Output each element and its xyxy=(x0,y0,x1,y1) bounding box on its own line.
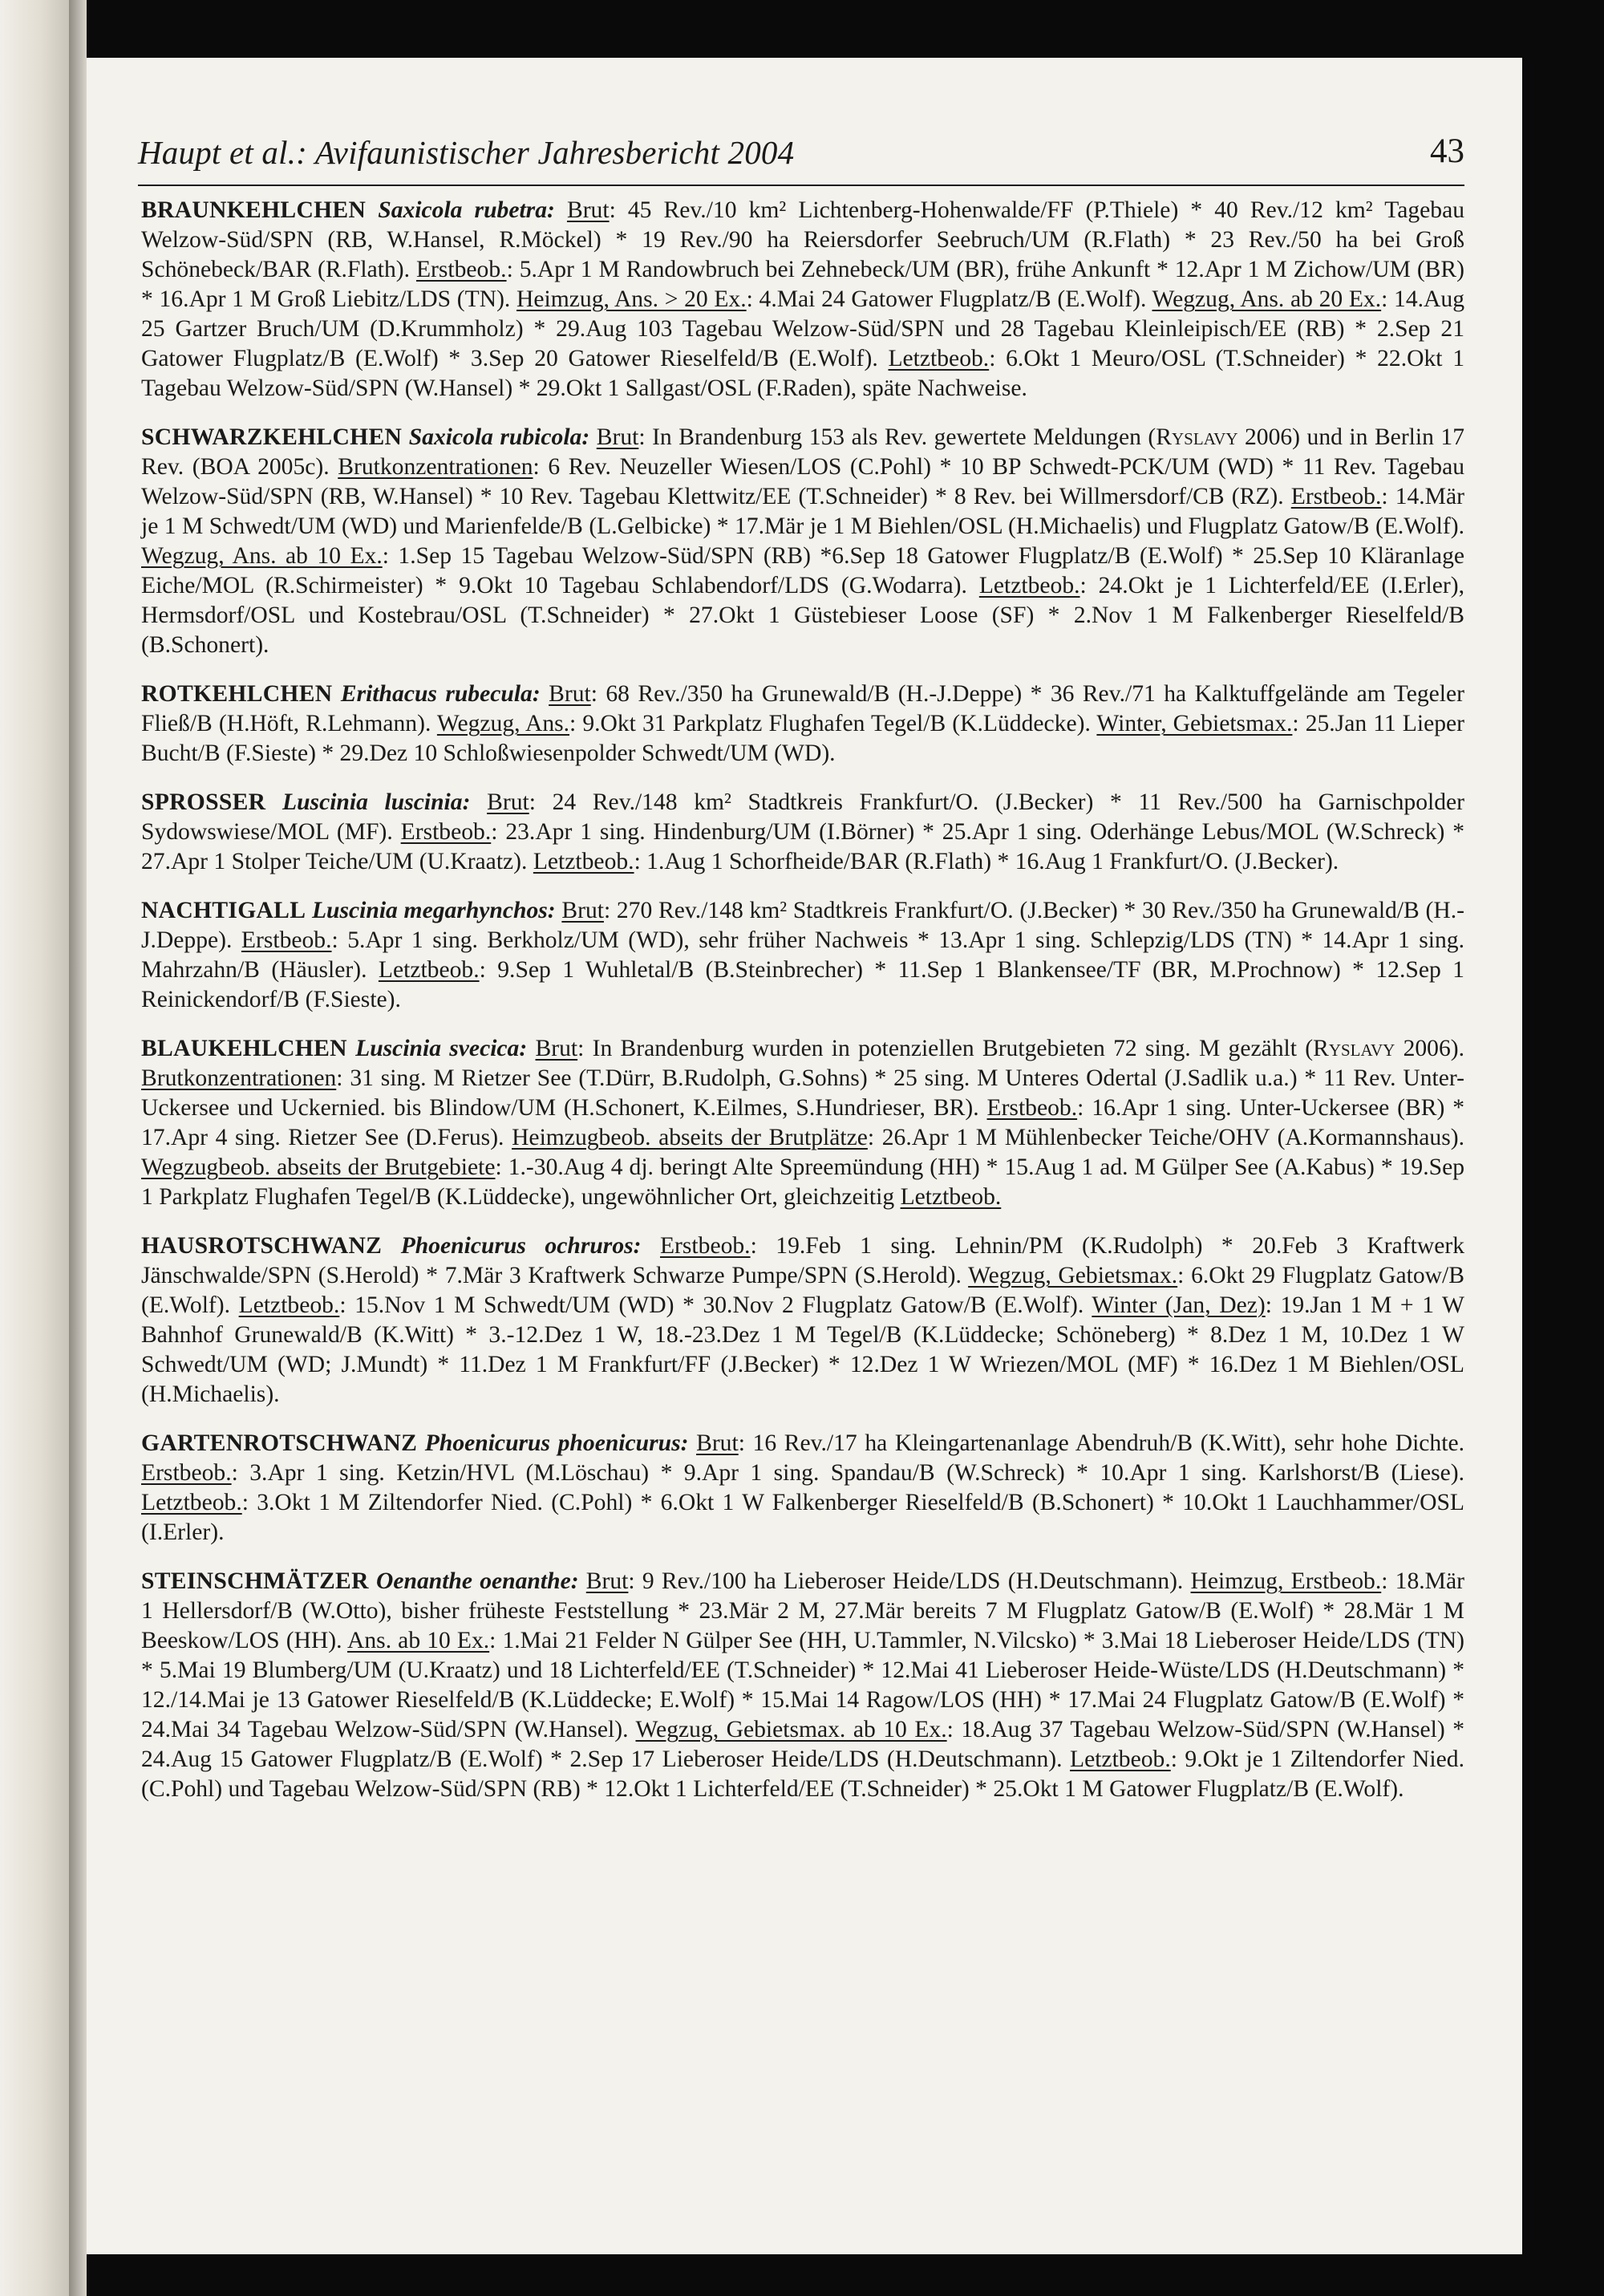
observation-text: : 24 Rev./148 km² Stadtkreis Frankfurt/O. (J.Becker) * 11 Rev./500 ha Garnischpolder Sydowswiese/MOL (MF). xyxy=(141,789,1465,845)
citation-author: Ryslavy xyxy=(1313,1036,1395,1061)
species-entry xyxy=(141,423,1464,660)
species-common-name: BLAUKEHLCHEN xyxy=(141,1036,347,1061)
section-heading: Letztbeob. xyxy=(1070,1746,1171,1772)
observation-text: : 24.Okt je 1 Lichterfeld/EE (I.Erler), Hermsdorf/OSL und Kostebrau/OSL (T.Schneider) * 27.Okt 1 Güstebieser Loose (SF) * 2.Nov 1 M Falkenberger Rieselfeld/B (B.Schonert). xyxy=(141,573,1464,658)
species-scientific-name: Luscinia svecica: xyxy=(355,1036,528,1061)
section-heading: Letztbeob. xyxy=(141,1490,242,1515)
observation-text: : 18.Aug 37 Tagebau Welzow-Süd/SPN (W.Hansel) * 24.Aug 15 Gatower Flugplatz/B (E.Wolf) * 2.Sep 17 Lieberoser Heide/LDS (H.Deutschmann). xyxy=(141,1717,1465,1772)
observation-text: : 31 sing. M Rietzer See (T.Dürr, B.Rudolph, G.Sohns) * 25 sing. M Unteres Odertal (J.Sadlik u.a.) * 11 Rev. Unter-Uckersee und Uckernied. bis Blindow/UM (H.Schonert, K.Eilmes, S.Hundrieser, BR). xyxy=(141,1065,1464,1121)
species-scientific-name: Luscinia megarhynchos: xyxy=(311,898,556,923)
observation-text: : 18.Mär 1 Hellersdorf/B (W.Otto), bisher früheste Feststellung * 23.Mär 2 M, 27.Mär bereits 7 M Flugplatz Gatow/B (E.Wolf) * 28.Mär 1 M Beeskow/LOS (HH). xyxy=(141,1568,1464,1653)
species-common-name: NACHTIGALL xyxy=(141,898,306,923)
observation-text: : 6 Rev. Neuzeller Wiesen/LOS (C.Pohl) * 10 BP Schwedt-PCK/UM (WD) * 11 Rev. Tagebau Welzow-Süd/SPN (RB, W.Hansel) * 10 Rev. Tagebau Klettwitz/EE (T.Schneider) * 8 Rev. bei Willmersdorf/CB (RZ). xyxy=(141,454,1464,509)
species-scientific-name: Oenanthe oenanthe: xyxy=(375,1568,579,1594)
species-entry xyxy=(141,1567,1464,1804)
observation-text: : 26.Apr 1 M Mühlenbecker Teiche/OHV (A.Kormannshaus). xyxy=(867,1125,1464,1150)
species-scientific-name: Saxicola rubetra: xyxy=(378,197,555,223)
observation-text: : 19.Feb 1 sing. Lehnin/PM (K.Rudolph) * 20.Feb 3 Kraftwerk Jänschwalde/SPN (S.Herold) * 7.Mär 3 Kraftwerk Schwarze Pumpe/SPN (S.Herold). xyxy=(141,1233,1464,1288)
section-heading: Winter, Gebietsmax. xyxy=(1096,711,1293,736)
section-heading: Heimzug, Ans. > 20 Ex. xyxy=(516,286,747,312)
observation-text: : 45 Rev./10 km² Lichtenberg-Hohenwalde/FF (P.Thiele) * 40 Rev./12 km² Tagebau Welzow-Süd/SPN (RB, W.Hansel, R.Möckel) * 19 Rev./90 ha Reiersdorfer Seebruch/UM (R.Flath) * 23 Rev./50 ha bei Groß Schönebeck/BAR (R.Flath). xyxy=(141,197,1465,282)
section-heading: Letztbeob. xyxy=(533,849,634,874)
section-heading: Heimzugbeob. abseits der Brutplätze xyxy=(512,1125,868,1150)
section-heading: Brut xyxy=(561,898,604,923)
observation-text: : 19.Jan 1 M + 1 W Bahnhof Grunewald/B (K.Witt) * 3.-12.Dez 1 W, 18.-23.Dez 1 M Tegel/B (K.Lüddecke; Schöneberg) * 8.Dez 1 M, 10.Dez 1 W Schwedt/UM (WD; J.Mundt) * 11.Dez 1 M Frankfurt/FF (J.Becker) * 12.Dez 1 W Wriezen/MOL (MF) * 16.Dez 1 M Biehlen/OSL (H.Michaelis). xyxy=(141,1292,1464,1407)
section-heading: Winter (Jan, Dez) xyxy=(1092,1292,1266,1318)
section-heading: Erstbeob. xyxy=(400,819,492,845)
section-heading: Wegzug, Ans. ab 20 Ex. xyxy=(1152,286,1382,312)
species-common-name: SCHWARZKEHLCHEN xyxy=(141,424,403,450)
species-common-name: ROTKEHLCHEN xyxy=(141,681,333,707)
section-heading: Letztbeob. xyxy=(888,346,990,371)
observation-text: : 1.Mai 21 Felder N Gülper See (HH, U.Tammler, N.Vilcsko) * 3.Mai 18 Lieberoser Heide/LDS (TN) * 5.Mai 19 Blumberg/UM (U.Kraatz) und 18 Lichterfeld/EE (T.Schneider) * 12.Mai 41 Lieberoser Heide-Wüste/LDS (H.Deutschmann) * 12./14.Mai je 13 Gatower Rieselfeld/B (K.Lüddecke; E.Wolf) * 15.Mai 14 Ragow/LOS (HH) * 17.Mai 24 Flugplatz Gatow/B (E.Wolf) * 24.Mai 34 Tagebau Welzow-Süd/SPN (W.Hansel). xyxy=(141,1628,1464,1742)
section-heading: Erstbeob. xyxy=(986,1095,1078,1121)
observation-text: : 6.Okt 1 Meuro/OSL (T.Schneider) * 22.Okt 1 Tagebau Welzow-Süd/SPN (W.Hansel) * 29.Okt 1 Sallgast/OSL (F.Raden), späte Nachweise. xyxy=(141,346,1464,401)
species-common-name: BRAUNKEHLCHEN xyxy=(141,197,367,223)
species-entry xyxy=(141,896,1464,1015)
section-heading: Brutkonzentrationen xyxy=(338,454,533,480)
binding-gutter-shadow xyxy=(69,0,87,2296)
species-common-name: HAUSROTSCHWANZ xyxy=(141,1233,383,1259)
observation-text: : 25.Jan 11 Lieper Bucht/B (F.Sieste) * 29.Dez 10 Schloßwiesenpolder Schwedt/UM (WD). xyxy=(141,711,1465,766)
section-heading: Heimzug, Erstbeob. xyxy=(1190,1568,1382,1594)
species-common-name: SPROSSER xyxy=(141,789,266,815)
section-heading: Wegzug, Gebietsmax. xyxy=(968,1263,1178,1288)
species-accounts xyxy=(141,196,1464,1823)
section-heading: Brut xyxy=(549,681,591,707)
observation-text: : 23.Apr 1 sing. Hindenburg/UM (I.Börner) * 25.Apr 1 sing. Oderhänge Lebus/MOL (W.Schreck) * 27.Apr 1 Stolper Teiche/UM (U.Kraatz). xyxy=(141,819,1465,874)
section-heading: Brut xyxy=(535,1036,578,1061)
section-heading: Brut xyxy=(487,789,529,815)
running-title: Haupt et al.: Avifaunistischer Jahresbericht 2004 xyxy=(138,134,795,171)
observation-text: : 5.Apr 1 sing. Berkholz/UM (WD), sehr früher Nachweis * 13.Apr 1 sing. Schlepzig/LDS (TN) * 14.Apr 1 sing. Mahrzahn/B (Häusler). xyxy=(141,927,1465,983)
species-common-name: GARTENROTSCHWANZ xyxy=(141,1430,418,1456)
section-heading: Erstbeob. xyxy=(659,1233,751,1259)
species-common-name: STEINSCHMÄTZER xyxy=(141,1568,369,1594)
observation-text: : 1.Sep 15 Tagebau Welzow-Süd/SPN (RB) *6.Sep 18 Gatower Flugplatz/B (E.Wolf) * 25.Sep 10 Kläranlage Eiche/MOL (R.Schirmeister) * 9.Okt 10 Tagebau Schlabendorf/LDS (G.Wodarra). xyxy=(141,543,1465,598)
observation-text: : 14.Aug 25 Gartzer Bruch/UM (D.Krummholz) * 29.Aug 103 Tagebau Welzow-Süd/SPN und 28 Tagebau Kleinleipisch/EE (RB) * 2.Sep 21 Gatower Flugplatz/B (E.Wolf) * 3.Sep 20 Gatower Rieselfeld/B (E.Wolf). xyxy=(141,286,1465,371)
section-heading: Erstbeob. xyxy=(141,1460,232,1486)
observation-text: : 15.Nov 1 M Schwedt/UM (WD) * 30.Nov 2 Flugplatz Gatow/B (E.Wolf). xyxy=(339,1292,1092,1318)
species-entry xyxy=(141,679,1464,769)
running-header xyxy=(138,128,1464,186)
section-heading: Wegzug, Ans. xyxy=(436,711,570,736)
species-scientific-name: Phoenicurus phoenicurus: xyxy=(424,1430,689,1456)
observation-text: : 9.Okt 31 Parkplatz Flughafen Tegel/B (K.Lüddecke). xyxy=(569,711,1097,736)
observation-text: : 9.Sep 1 Wuhletal/B (B.Steinbrecher) * 11.Sep 1 Blankensee/TF (BR, M.Prochnow) * 12.Sep 1 Reinickendorf/B (F.Sieste). xyxy=(141,957,1464,1012)
observation-text: : 16.Apr 1 sing. Unter-Uckersee (BR) * 17.Apr 4 sing. Rietzer See (D.Ferus). xyxy=(141,1095,1464,1150)
section-heading: Brutkonzentrationen xyxy=(141,1065,337,1091)
observation-text: : 9 Rev./100 ha Lieberoser Heide/LDS (H.Deutschmann). xyxy=(628,1568,1191,1594)
observation-text: : 68 Rev./350 ha Grunewald/B (H.-J.Deppe) * 36 Rev./71 ha Kalktuffgelände am Tegeler Fließ/B (H.Höft, R.Lehmann). xyxy=(141,681,1464,736)
observation-text: 2006). xyxy=(1395,1036,1465,1061)
citation-author: Ryslavy xyxy=(1156,424,1238,450)
section-heading: Erstbeob. xyxy=(415,257,507,282)
observation-text: : In Brandenburg 153 als Rev. gewertete Meldungen ( xyxy=(638,424,1156,450)
species-scientific-name: Saxicola rubicola: xyxy=(408,424,590,450)
section-heading: Wegzug, Gebietsmax. ab 10 Ex. xyxy=(635,1717,947,1742)
section-heading: Brut xyxy=(596,424,639,450)
species-scientific-name: Phoenicurus ochruros: xyxy=(400,1233,642,1259)
section-heading: Letztbeob. xyxy=(238,1292,340,1318)
observation-text: : 14.Mär je 1 M Schwedt/UM (WD) und Marienfelde/B (L.Gelbicke) * 17.Mär je 1 M Biehlen/OSL (H.Michaelis) und Flugplatz Gatow/B (E.Wolf). xyxy=(141,484,1464,539)
section-heading: Letztbeob. xyxy=(378,957,480,983)
section-heading: Brut xyxy=(696,1430,739,1456)
page-number: 43 xyxy=(1430,132,1464,170)
species-scientific-name: Luscinia luscinia: xyxy=(282,789,471,815)
observation-text: : 4.Mai 24 Gatower Flugplatz/B (E.Wolf). xyxy=(746,286,1152,312)
observation-text: : 270 Rev./148 km² Stadtkreis Frankfurt/O. (J.Becker) * 30 Rev./350 ha Grunewald/B (H.-J.Deppe). xyxy=(141,898,1464,953)
observation-text: : 3.Apr 1 sing. Ketzin/HVL (M.Löschau) * 9.Apr 1 sing. Spandau/B (W.Schreck) * 10.Apr 1 sing. Karlshorst/B (Liese). xyxy=(231,1460,1464,1486)
section-heading: Wegzugbeob. abseits der Brutgebiete xyxy=(141,1154,496,1180)
section-heading: Erstbeob. xyxy=(1290,484,1382,509)
observation-text: : 16 Rev./17 ha Kleingartenanlage Abendruh/B (K.Witt), sehr hohe Dichte. xyxy=(738,1430,1464,1456)
species-entry xyxy=(141,196,1464,404)
observation-text: : 6.Okt 29 Flugplatz Gatow/B (E.Wolf). xyxy=(141,1263,1464,1318)
observation-text: : 1.Aug 1 Schorfheide/BAR (R.Flath) * 16.Aug 1 Frankfurt/O. (J.Becker). xyxy=(634,849,1339,874)
section-heading: Wegzug, Ans. ab 10 Ex. xyxy=(141,543,383,569)
species-entry xyxy=(141,1231,1464,1410)
facing-page-edge xyxy=(0,0,69,2296)
observation-text: : 5.Apr 1 M Randowbruch bei Zehnebeck/UM (BR), frühe Ankunft * 12.Apr 1 M Zichow/UM (BR) * 16.Apr 1 M Groß Liebitz/LDS (TN). xyxy=(141,257,1465,312)
species-entry xyxy=(141,1034,1464,1212)
section-heading: Brut xyxy=(566,197,610,223)
journal-page xyxy=(87,58,1522,2254)
species-scientific-name: Erithacus rubecula: xyxy=(340,681,541,707)
observation-text: 2006) und in Berlin 17 Rev. (BOA 2005c). xyxy=(141,424,1465,480)
observation-text: : 1.-30.Aug 4 dj. beringt Alte Spreemündung (HH) * 15.Aug 1 ad. M Gülper See (A.Kabus) * 19.Sep 1 Parkplatz Flughafen Tegel/B (K.Lüddecke), ungewöhnlicher Ort, gleichzeitig xyxy=(141,1154,1464,1210)
section-heading: Letztbeob. xyxy=(978,573,1080,598)
species-entry xyxy=(141,788,1464,877)
observation-text: : 3.Okt 1 M Ziltendorfer Nied. (C.Pohl) * 6.Okt 1 W Falkenberger Rieselfeld/B (B.Schonert) * 10.Okt 1 Lauchhammer/OSL (I.Erler). xyxy=(141,1490,1464,1545)
observation-text: : In Brandenburg wurden in potenziellen Brutgebieten 72 sing. M gezählt ( xyxy=(577,1036,1314,1061)
section-heading: Brut xyxy=(585,1568,629,1594)
species-entry xyxy=(141,1429,1464,1548)
observation-text: : 9.Okt je 1 Ziltendorfer Nied. (C.Pohl) und Tagebau Welzow-Süd/SPN (RB) * 12.Okt 1 Lichterfeld/EE (T.Schneider) * 25.Okt 1 M Gatower Flugplatz/B (E.Wolf). xyxy=(141,1746,1464,1802)
section-heading: Erstbeob. xyxy=(241,927,332,953)
section-heading: Ans. ab 10 Ex. xyxy=(347,1628,490,1653)
section-heading: Letztbeob. xyxy=(900,1184,1002,1210)
